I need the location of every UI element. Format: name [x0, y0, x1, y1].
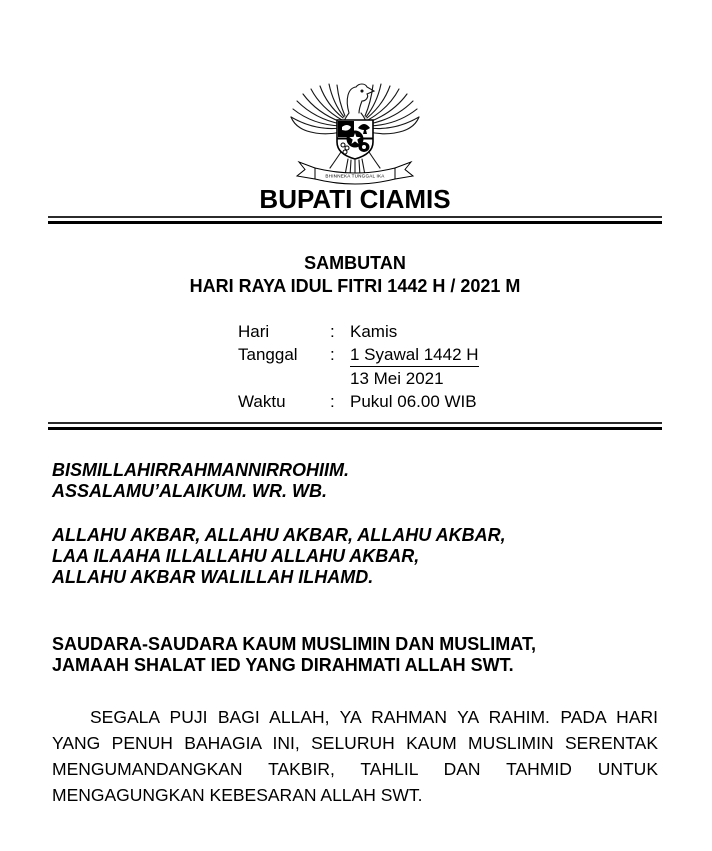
- takbir-line: ALLAHU AKBAR, ALLAHU AKBAR, ALLAHU AKBAR,: [52, 525, 506, 545]
- detail-value: Kamis: [350, 322, 398, 341]
- detail-row-tanggal: [238, 343, 658, 367]
- detail-value: Pukul 06.00 WIB: [350, 392, 477, 411]
- emblem-row: [52, 82, 658, 186]
- paragraph-line: YANG PENUH BAHAGIA INI, SELURUH KAUM MUSLIMIN SERENTAK: [52, 733, 658, 753]
- event-details: [238, 320, 658, 413]
- paragraph-line: SEGALA PUJI BAGI ALLAH, YA RAHMAN YA RAHIM. PADA HARI: [90, 707, 658, 727]
- letterhead-divider: [48, 216, 662, 224]
- detail-value: 13 Mei 2021: [350, 369, 444, 388]
- salutation-line: SAUDARA-SAUDARA KAUM MUSLIMIN DAN MUSLIMAT,: [52, 634, 536, 654]
- takbir-block: [52, 525, 658, 588]
- paragraph-line: MENGAGUNGKAN KEBESARAN ALLAH SWT.: [52, 785, 423, 805]
- event-heading-line1: SAMBUTAN: [304, 253, 406, 273]
- opening-line: ASSALAMU’ALAIKUM. WR. WB.: [52, 481, 327, 501]
- event-heading-line2: HARI RAYA IDUL FITRI 1442 H / 2021 M: [189, 276, 521, 296]
- detail-separator: :: [330, 322, 335, 341]
- event-heading: [52, 252, 658, 298]
- detail-separator-empty: [330, 367, 350, 390]
- detail-label: Hari: [238, 322, 270, 341]
- detail-value-underlined: 1 Syawal 1442 H: [350, 343, 479, 367]
- paragraph-line: MENGUMANDANGKAN TAKBIR, TAHLIL DAN TAHMID UNTUK: [52, 759, 658, 779]
- body-paragraph: [52, 704, 658, 808]
- detail-label-empty: [238, 367, 330, 390]
- detail-separator: :: [330, 345, 335, 364]
- detail-row-waktu: [238, 390, 658, 413]
- detail-label: Tanggal: [238, 345, 298, 364]
- salutation-block: [52, 634, 658, 676]
- detail-row-tanggal-continued: [238, 367, 658, 390]
- takbir-line: ALLAHU AKBAR WALILLAH ILHAMD.: [52, 567, 374, 587]
- office-title: BUPATI CIAMIS: [259, 184, 451, 214]
- emblem-motto-text: BHINNEKA TUNGGAL IKA: [325, 173, 385, 179]
- section-divider: [48, 422, 662, 430]
- takbir-line: LAA ILAAHA ILLALLAHU ALLAHU AKBAR,: [52, 546, 420, 566]
- salutation-line: JAMAAH SHALAT IED YANG DIRAHMATI ALLAH SWT.: [52, 655, 514, 675]
- opening-block: [52, 460, 658, 502]
- garuda-pancasila-icon: [285, 82, 425, 186]
- detail-label: Waktu: [238, 392, 286, 411]
- detail-separator: :: [330, 392, 335, 411]
- detail-row-hari: [238, 320, 658, 343]
- opening-line: BISMILLAHIRRAHMANNIRROHIIM.: [52, 460, 349, 480]
